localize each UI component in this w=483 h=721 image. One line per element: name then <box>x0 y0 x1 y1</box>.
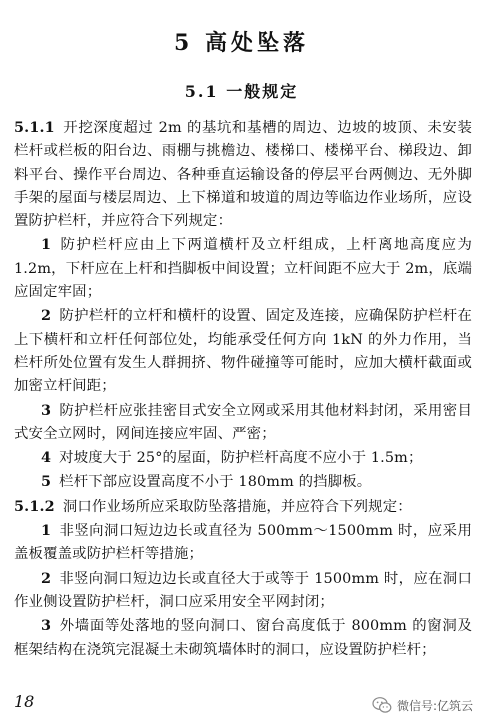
list-item <box>14 470 472 494</box>
clause-text: 洞口作业场所应采取防坠落措施，并应符合下列规定： <box>62 498 412 515</box>
item-text: 非竖向洞口短边边长或直径为 500mm～1500mm 时，应采用盖板覆盖或防护栏杆等措施； <box>14 523 472 563</box>
clause-5-1-2 <box>14 495 472 519</box>
item-number: 1 <box>41 236 52 254</box>
item-number: 4 <box>41 449 52 467</box>
item-text: 外墙面等处落地的竖向洞口、窗台高度低于 800mm 的窗洞及框架结构在浇筑完混凝土未砌筑墙体时的洞口，应设置防护栏杆； <box>14 618 472 658</box>
list-item <box>14 614 472 662</box>
list-item <box>14 446 472 470</box>
clause-text: 开挖深度超过 2m 的基坑和基槽的周边、边坡的坡顶、未安装栏杆或栏板的阳台边、雨棚与挑檐边、楼梯口、楼梯平台、梯段边、卸料平台、操作平台周边、各种垂直运输设备的停层平台两侧边、无外脚手架的屋面与楼层周边、上下梯道和坡道的周边等临边作业场所，应设置防护栏杆，并应符合下列规定： <box>14 120 472 230</box>
watermark <box>372 694 473 716</box>
item-number: 3 <box>41 401 52 419</box>
list-item <box>14 399 472 447</box>
clause-number: 5.1.1 <box>14 119 55 136</box>
section-title: 5.1 一般规定 <box>184 82 299 101</box>
item-text: 对坡度大于 25°的屋面，防护栏杆高度不应小于 1.5m； <box>59 450 423 467</box>
item-number: 1 <box>41 522 52 540</box>
list-item <box>14 233 472 304</box>
item-number: 2 <box>41 569 52 587</box>
item-text: 非竖向洞口短边边长或直径大于或等于 1500mm 时，应在洞口作业侧设置防护栏杆，洞口应采用安全平网封闭； <box>14 570 472 610</box>
item-number: 3 <box>41 617 52 635</box>
wechat-icon <box>372 696 392 714</box>
list-item <box>14 519 472 567</box>
item-text: 防护栏杆应由上下两道横杆及立杆组成，上杆离地高度应为 1.2m，下杆应在上杆和挡脚板中间设置；立杆间距不应大于 2m，底端应固定牢固； <box>14 237 472 301</box>
item-text: 防护栏杆应张挂密目式安全立网或采用其他材料封闭，采用密目式安全立网时，网间连接应牢固、严密； <box>14 402 472 442</box>
item-text: 栏杆下部应设置高度不小于 180mm 的挡脚板。 <box>59 474 372 491</box>
item-text: 防护栏杆的立杆和横杆的设置、固定及连接，应确保防护栏杆在上下横杆和立杆任何部位处，均能承受任何方向 1kN 的外力作用，当栏杆所处位置有发生人群拥挤、物件碰撞等可能时，应加大横杆截面或加密立杆间距； <box>14 308 472 395</box>
document-body <box>14 116 472 662</box>
clause-number: 5.1.2 <box>14 497 55 515</box>
watermark-text: 微信号:亿筑云 <box>396 698 473 713</box>
page-number: 18 <box>14 692 35 711</box>
list-item <box>14 304 472 398</box>
clause-5-1-1 <box>14 116 472 233</box>
item-number: 5 <box>41 473 52 491</box>
list-item <box>14 567 472 615</box>
chapter-title: 5 高处坠落 <box>174 30 309 56</box>
item-number: 2 <box>41 307 52 325</box>
